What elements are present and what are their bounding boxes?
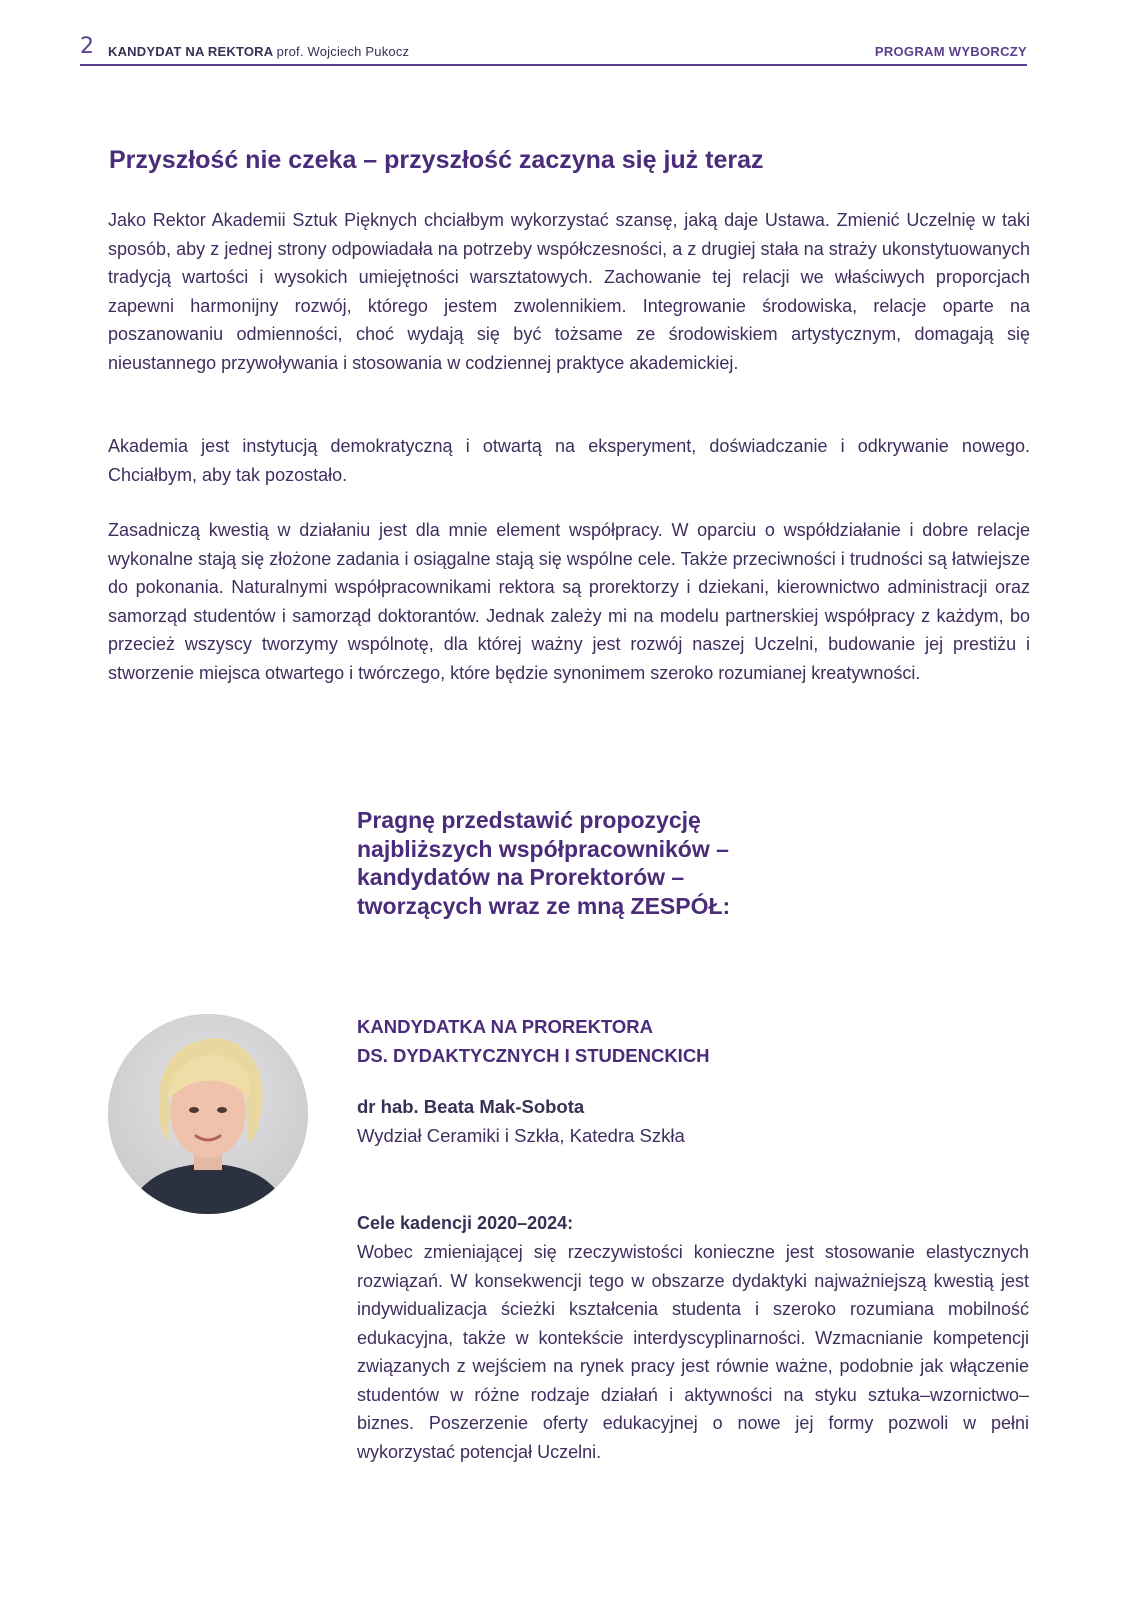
page-title: Przyszłość nie czeka – przyszłość zaczyna się już teraz — [109, 146, 764, 174]
cooperation-paragraph: Zasadniczą kwestią w działaniu jest dla mnie element współpracy. W oparciu o współdziałanie i dobre relacje wykonalne stają się złożone zadania i osiągalne stają się wspólne cele. Także przeciwności i trudności są łatwiejsze do pokonania. Naturalnymi współpracownikami rektora są prorektorzy i dziekani, kierownictwo administracji oraz samorząd studentów i samorząd doktorantów. Jednak zależy mi na modelu partnerskiej współpracy z każdym, bo przecież wszyscy tworzymy wspólnotę, dla której ważny jest rozwój naszej Uczelni, budowanie jej prestiżu i stworzenie miejsca otwartego i twórczego, które będzie synonimem szeroko rozumianej kreatywności. — [108, 520, 1030, 683]
team-intro-line: kandydatów na Prorektorów – — [357, 864, 685, 890]
academy-paragraph: Akademia jest instytucją demokratyczną i otwartą na eksperyment, doświadczanie i odkrywanie nowego. Chciałbym, aby tak pozostało. — [108, 436, 1030, 485]
goals-heading: Cele kadencji 2020–2024: — [357, 1213, 574, 1233]
candidate-portrait — [108, 1014, 308, 1214]
header-program-label: PROGRAM WYBORCZY — [874, 44, 1027, 59]
page-header — [80, 34, 1027, 66]
page-number: 2 — [80, 34, 94, 59]
candidate-position-line: DS. DYDAKTYCZNYCH I STUDENCKICH — [357, 1045, 710, 1066]
intro-paragraph: Jako Rektor Akademii Sztuk Pięknych chciałbym wykorzystać szansę, jaką daje Ustawa. Zmienić Uczelnię w taki sposób, aby z jednej strony odpowiadała na potrzeby współczesności, a z drugiej stała na straży ukonstytuowanych tradycją wartości i wysokich umiejętności warsztatowych. Zachowanie tej relacji we właściwych proporcjach zapewni harmonijny rozwój, którego jestem zwolennikiem. Integrowanie środowiska, relacje oparte na poszanowaniu odmienności, choć wydają się być tożsame ze środowiskiem artystycznym, domagają się nieustannego przywoływania i stosowania w codziennej praktyce akademickiej. — [108, 210, 1030, 373]
team-intro-line: tworzących wraz ze mną ZESPÓŁ: — [357, 892, 731, 919]
header-title: KANDYDAT NA REKTORA — [108, 44, 273, 59]
candidate-position — [357, 1012, 710, 1070]
header-candidate — [108, 44, 409, 59]
candidate-position-line: KANDYDATKA NA PROREKTORA — [357, 1016, 653, 1037]
portrait-illustration — [108, 1014, 308, 1214]
header-author: prof. Wojciech Pukocz — [276, 44, 410, 59]
candidate-name: dr hab. Beata Mak-Sobota — [357, 1096, 585, 1117]
team-intro-line: najbliższych współpracowników – — [357, 835, 729, 862]
team-intro — [357, 806, 817, 920]
candidate-department: Wydział Ceramiki i Szkła, Katedra Szkła — [357, 1125, 685, 1146]
goals-text: Wobec zmieniającej się rzeczywistości konieczne jest stosowanie elastycznych rozwiązań. W konsekwencji tego w obszarze dydaktyki najważniejszą kwestią jest indywidualizacja ścieżki kształcenia studenta i szeroko rozumiana mobilność edukacyjna, także w kontekście interdyscyplinarności. Wzmacnianie kompetencji związanych z wejściem na rynek pracy jest równie ważne, podobnie jak włączenie studentów w różne rodzaje działań i aktywności na styku sztuka–wzornictwo–biznes. Poszerzenie oferty edukacyjnej o nowe jej formy pozwoli w pełni wykorzystać potencjał Uczelni. — [357, 1242, 1029, 1462]
team-intro-line: Pragnę przedstawić propozycję — [357, 807, 701, 833]
